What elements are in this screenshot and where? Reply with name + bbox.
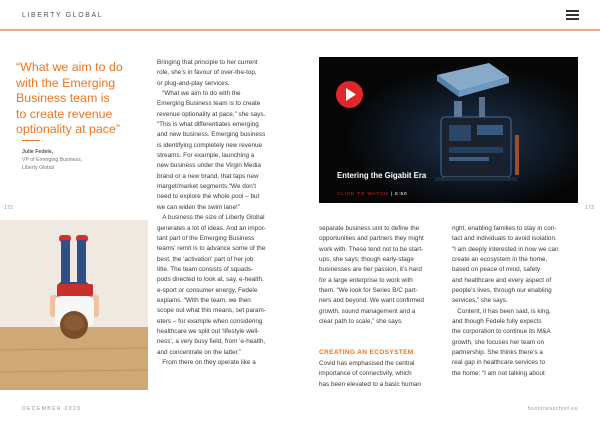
text-line: marget/market segments.“We don’t [157, 183, 256, 191]
quote-divider [22, 140, 40, 141]
quote-author-title [22, 156, 102, 172]
child-with-tablet-photo [0, 220, 148, 390]
text-line: growth, she focuses her team on [452, 338, 545, 346]
text-line: Covid has emphasised the central [319, 360, 415, 367]
text-line: for a large enterprise to work with [319, 276, 413, 284]
hamburger-menu-icon[interactable] [566, 10, 579, 20]
pull-quote-line: with the Emerging [16, 75, 116, 90]
text-line: separate business unit to define the [319, 225, 420, 232]
text-line: Content, it has been said, is king, [452, 307, 551, 315]
text-line: or plug-and-play services. [157, 79, 230, 87]
top-bar [0, 0, 600, 29]
text-line: is identifying completely new revenue [157, 141, 263, 149]
text-line: title. The team consists of squads- [157, 265, 254, 273]
text-line: need to explore the whole pool – but [157, 193, 260, 201]
pull-quote [16, 60, 142, 138]
text-line: the home: “I am not talking about [452, 369, 545, 377]
text-line: businesses are her passion, it’s hard [319, 266, 422, 274]
text-line: “I am deeply interested in how we can [452, 245, 559, 253]
text-line: and healthcare and every aspect of [452, 276, 552, 284]
text-line: eters – for example when considering [157, 317, 263, 325]
text-line: ners and beyond. We want confirmed [319, 297, 424, 305]
text-line: healthcare we split out ‘lifestyle well- [157, 327, 260, 335]
text-line: clear path to scale,” she says. [319, 318, 403, 326]
video-duration: 0:50 [394, 192, 408, 197]
play-icon [336, 81, 363, 108]
text-line: ness’, a very busy field, from ‘e-health, [157, 338, 266, 346]
watch-link[interactable] [337, 192, 407, 197]
text-line: tant part of the Emerging Business [157, 234, 255, 242]
text-line: streams. For example, launching a [157, 152, 255, 160]
brand-name: LIBERTY GLOBAL [22, 12, 104, 19]
play-button[interactable] [336, 81, 363, 108]
text-line: explains. “With the team, we then [157, 296, 251, 304]
issue-date: DECEMBER 2020 [22, 406, 82, 412]
article-column-1 [157, 58, 307, 368]
page-number-right: 173 [585, 205, 594, 211]
text-line: services,” she says. [452, 297, 508, 305]
text-line: A business the size of Liberty Global [157, 214, 265, 222]
article-column-3 [452, 224, 582, 379]
pull-quote-line: Business team is [16, 91, 110, 106]
pull-quote-line: “What we aim to do [16, 60, 123, 74]
text-line: role, she’s in favour of over-the-top, [157, 69, 257, 77]
text-line: them. “We look for Series B/C part- [319, 287, 418, 295]
text-line: people’s lives, through our enabling [452, 287, 552, 295]
text-line: based on peace of mind, safety [452, 266, 541, 274]
pull-quote-line: to create revenue [16, 106, 113, 121]
text-line: Emerging Business team is to create [157, 100, 261, 108]
text-line: ups, she says; though early-stage [319, 256, 414, 264]
text-line: tact and individuals to avoid isolation. [452, 235, 557, 243]
video-player[interactable] [319, 57, 578, 203]
text-line: e-sport or consumer energy, Fedele [157, 286, 258, 294]
text-line: create an ecosystem in the home, [452, 256, 548, 264]
text-line: the corporation to continue its M&A [452, 328, 551, 336]
text-line: and new business. Emerging business [157, 131, 266, 139]
header-divider [0, 29, 600, 31]
text-line: partnership. She thinks there’s a [452, 349, 543, 357]
text-line: “What we aim to do with the [157, 90, 241, 98]
text-line: work with. These tend not to be start- [319, 245, 424, 253]
article-column-2 [319, 224, 449, 327]
text-line: teams’ remit is to advance some of the [157, 245, 266, 253]
text-line: we can widen the swim lane!” [157, 203, 240, 211]
text-line: Bringing that principle to her current [157, 59, 258, 66]
text-line: scope out what this means, set param- [157, 307, 266, 315]
text-line: and though Fedele fully expects [452, 318, 542, 326]
page-number-left: 172 [4, 205, 13, 211]
text-line: generates a lot of ideas. And an impor- [157, 224, 266, 232]
author-title-line: Liberty Global [22, 165, 55, 171]
text-line: opportunities and partners they might [319, 235, 424, 243]
text-line: revenue optionality at pace,” she says. [157, 110, 266, 118]
child-illustration [0, 220, 148, 390]
text-line: importance of connectivity, which [319, 370, 412, 378]
text-line: right, enabling families to stay in con- [452, 225, 557, 232]
author-title-line: VP of Emerging Business, [22, 157, 83, 163]
watch-label: CLICK TO WATCH [337, 192, 389, 197]
text-line: pods directed to look at, say, e-health, [157, 276, 264, 284]
text-line: brand or a new brand, that taps new [157, 172, 259, 180]
text-line: From there on they operate like a [157, 358, 256, 366]
pull-quote-line: optionality at pace” [16, 122, 121, 137]
text-line: best, the ‘activation’ part of her job [157, 255, 254, 263]
text-line: has been elevated to a basic human [319, 380, 421, 388]
text-line: real gap in healthcare services to [452, 359, 546, 367]
text-line: and concentrate on the latter.” [157, 348, 242, 356]
video-thumbnail [319, 57, 578, 203]
section-subheading: CREATING AN ECOSYSTEM [319, 349, 414, 356]
text-line: “This is what differentiates emerging [157, 121, 259, 129]
video-title: Entering the Gigabit Era [337, 171, 427, 180]
quote-author-name: Julie Fedele, [22, 149, 54, 155]
text-line: growth, sound management and a [319, 307, 416, 315]
cta-separator: | [390, 192, 395, 197]
article-column-2-continued [319, 359, 449, 390]
website-link[interactable]: hooninesschief.eu [527, 406, 578, 412]
text-line: new business under the Virgin Media [157, 162, 261, 170]
